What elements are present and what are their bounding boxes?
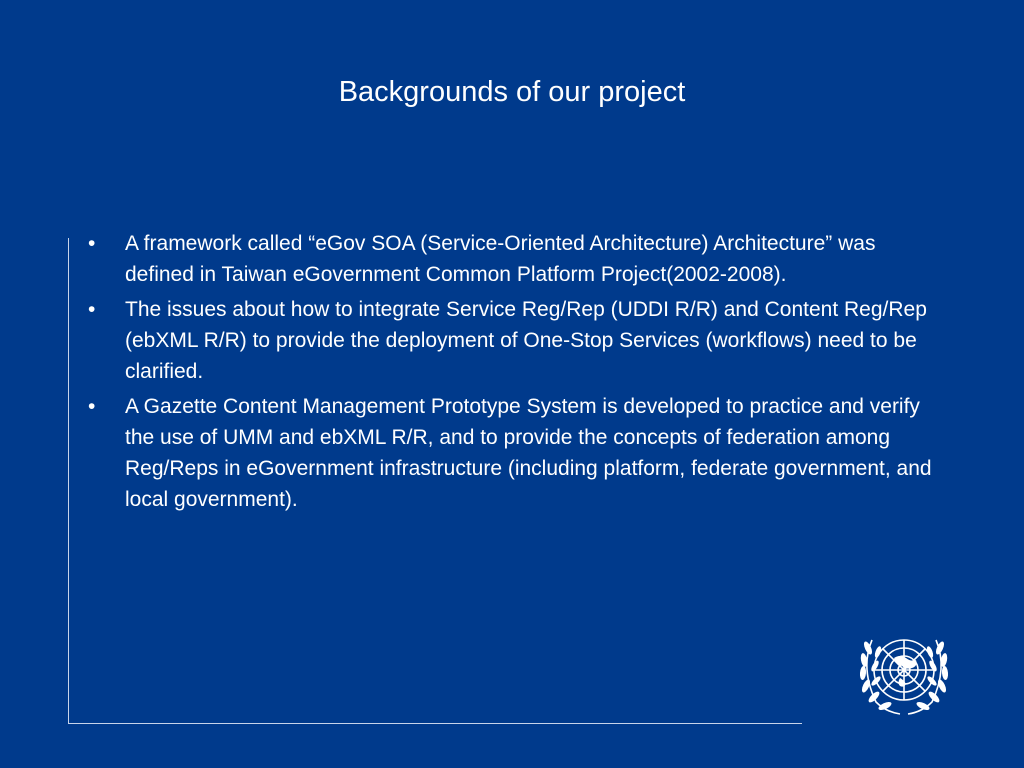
bullet-text: A framework called “eGov SOA (Service-Oriented Architecture) Architecture” was defined in Taiwan eGovernment Common Platform Project(2002-2008). [125,232,876,286]
bullet-text: A Gazette Content Management Prototype System is developed to practice and verify the use of UMM and ebXML R/R, and to provide the concepts of federation among Reg/Reps in eGovernment infrastructure (including platform, federate government, and local government). [125,395,932,511]
frame-left-line [68,238,69,724]
bullet-item [88,228,938,290]
bullet-item [88,391,938,515]
un-emblem-icon [848,626,960,720]
frame-bottom-line [68,723,802,724]
bullet-item [88,294,938,387]
bullet-marker: • [88,395,96,418]
bullet-text: The issues about how to integrate Service Reg/Rep (UDDI R/R) and Content Reg/Rep (ebXML R/R) to provide the deployment of One-Stop Services (workflows) need to be clarified. [125,298,927,383]
bullet-list [88,228,938,519]
slide-title: Backgrounds of our project [338,76,686,108]
bullet-marker: • [88,298,96,321]
bullet-marker: • [88,232,96,255]
